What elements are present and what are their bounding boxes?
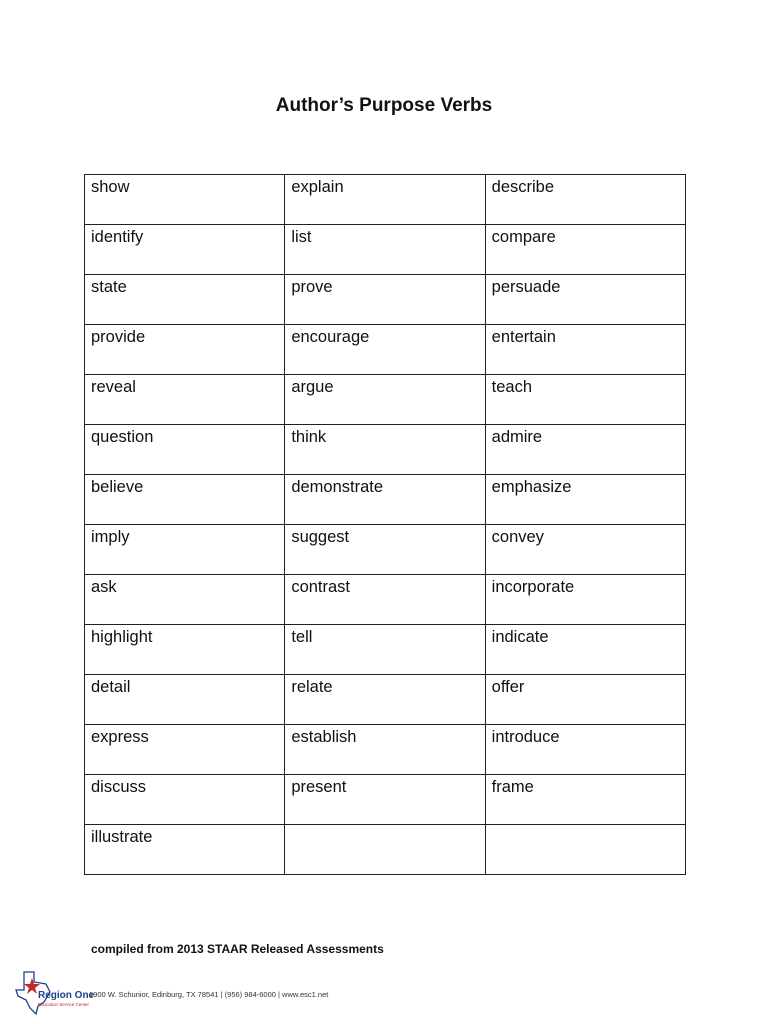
table-cell: teach bbox=[485, 375, 685, 425]
table-cell: indicate bbox=[485, 625, 685, 675]
table-row bbox=[85, 525, 686, 575]
table-cell: emphasize bbox=[485, 475, 685, 525]
table-cell: provide bbox=[85, 325, 285, 375]
table-cell: encourage bbox=[285, 325, 485, 375]
table-row bbox=[85, 275, 686, 325]
table-cell: incorporate bbox=[485, 575, 685, 625]
table-cell bbox=[485, 825, 685, 875]
table-cell: express bbox=[85, 725, 285, 775]
table-cell: prove bbox=[285, 275, 485, 325]
table-cell: question bbox=[85, 425, 285, 475]
table-cell: admire bbox=[485, 425, 685, 475]
table-cell: introduce bbox=[485, 725, 685, 775]
verbs-table bbox=[84, 174, 686, 875]
table-row bbox=[85, 725, 686, 775]
table-cell: discuss bbox=[85, 775, 285, 825]
verbs-table-body bbox=[85, 175, 686, 875]
table-cell: demonstrate bbox=[285, 475, 485, 525]
table-cell: contrast bbox=[285, 575, 485, 625]
table-cell: list bbox=[285, 225, 485, 275]
logo-subtext: Education Service Center bbox=[38, 1002, 90, 1007]
table-cell: convey bbox=[485, 525, 685, 575]
table-row bbox=[85, 575, 686, 625]
table-cell: illustrate bbox=[85, 825, 285, 875]
table-cell: identify bbox=[85, 225, 285, 275]
table-cell: entertain bbox=[485, 325, 685, 375]
logo-text: Region One bbox=[38, 990, 95, 1001]
footer-address: 1900 W. Schunior, Edinburg, TX 78541 | (956) 984-6000 | www.esc1.net bbox=[89, 990, 329, 999]
table-cell bbox=[285, 825, 485, 875]
table-cell: highlight bbox=[85, 625, 285, 675]
table-cell: compare bbox=[485, 225, 685, 275]
table-cell: detail bbox=[85, 675, 285, 725]
table-cell: believe bbox=[85, 475, 285, 525]
table-cell: reveal bbox=[85, 375, 285, 425]
table-cell: describe bbox=[485, 175, 685, 225]
table-row bbox=[85, 775, 686, 825]
table-cell: frame bbox=[485, 775, 685, 825]
table-cell: argue bbox=[285, 375, 485, 425]
compiled-note: compiled from 2013 STAAR Released Assessments bbox=[91, 942, 384, 956]
table-cell: ask bbox=[85, 575, 285, 625]
table-row bbox=[85, 175, 686, 225]
table-row bbox=[85, 625, 686, 675]
table-cell: suggest bbox=[285, 525, 485, 575]
table-cell: establish bbox=[285, 725, 485, 775]
table-cell: state bbox=[85, 275, 285, 325]
table-row bbox=[85, 475, 686, 525]
footer bbox=[14, 968, 754, 1018]
table-cell: imply bbox=[85, 525, 285, 575]
table-row bbox=[85, 425, 686, 475]
region-one-logo bbox=[14, 968, 95, 1018]
table-cell: persuade bbox=[485, 275, 685, 325]
table-row bbox=[85, 675, 686, 725]
table-row bbox=[85, 225, 686, 275]
table-cell: think bbox=[285, 425, 485, 475]
table-cell: explain bbox=[285, 175, 485, 225]
table-cell: show bbox=[85, 175, 285, 225]
table-row bbox=[85, 325, 686, 375]
table-cell: tell bbox=[285, 625, 485, 675]
table-cell: relate bbox=[285, 675, 485, 725]
table-cell: offer bbox=[485, 675, 685, 725]
table-row bbox=[85, 375, 686, 425]
table-row bbox=[85, 825, 686, 875]
table-cell: present bbox=[285, 775, 485, 825]
page-title: Author’s Purpose Verbs bbox=[275, 95, 493, 116]
